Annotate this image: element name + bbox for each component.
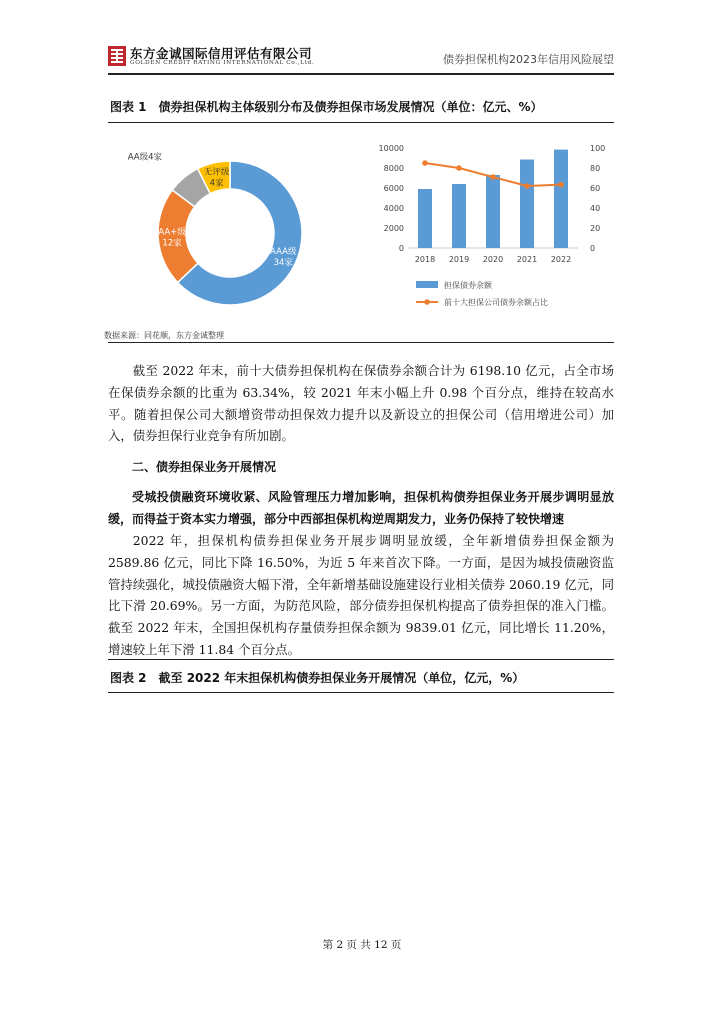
guarantee-balance-combo-chart [368, 138, 608, 318]
donut-slice-count: 34家 [273, 257, 293, 268]
figure1-source: 数据来源：同花顺，东方金诚整理 [104, 331, 224, 340]
top10-share-point [422, 160, 428, 166]
balance-bar [554, 150, 568, 248]
figure2-top-rule [108, 659, 614, 660]
balance-bar [486, 175, 500, 248]
paragraph-lead-summary: 受城投债融资环境收紧、风险管理压力增加影响，担保机构债券担保业务开展步调明显放缓，而得益于资本实力增强，部分中西部担保机构逆周期发力，业务仍保持了较快增速 [108, 490, 614, 526]
figure1-top-rule [108, 122, 614, 123]
donut-slice-label: 无评级 [203, 167, 230, 178]
x-tick-label: 2021 [516, 255, 538, 264]
header-divider [108, 73, 614, 75]
y-left-tick-label: 6000 [383, 184, 404, 193]
y-right-tick-label: 20 [590, 224, 601, 233]
y-left-tick-label: 0 [398, 244, 404, 253]
top10-share-point [456, 165, 462, 171]
figure1-title: 图表 1 债券担保机构主体级别分布及债券担保市场发展情况（单位：亿元、%） [110, 100, 543, 114]
legend-line-marker [424, 299, 430, 305]
donut-slice-label: AAA级 [270, 246, 297, 257]
report-title: 债券担保机构2023年信用风险展望 [443, 53, 614, 66]
company-name-english: GOLDEN CREDIT RATING INTERNATIONAL Co.,Ltd. [130, 60, 315, 66]
balance-bar [452, 184, 466, 248]
top10-share-point [524, 183, 530, 189]
y-left-tick-label: 4000 [383, 204, 404, 213]
rating-distribution-donut-chart [127, 148, 320, 318]
figure1-bottom-rule [108, 342, 614, 343]
donut-slice-label: AA级4家 [127, 152, 163, 163]
y-right-tick-label: 40 [590, 204, 601, 213]
legend-line-label: 前十大担保公司债券余额占比 [444, 298, 548, 307]
page-number: 第 2 页 共 12 页 [322, 939, 402, 951]
x-tick-label: 2018 [414, 255, 436, 264]
x-tick-label: 2019 [448, 255, 470, 264]
donut-slice-count: 12家 [162, 238, 182, 249]
company-name: 东方金诚国际信用评估有限公司 [130, 46, 313, 61]
donut-slice-count: 4家 [209, 178, 224, 189]
y-right-tick-label: 60 [590, 184, 601, 193]
top10-share-point [490, 174, 496, 180]
y-right-tick-label: 80 [590, 164, 601, 173]
paragraph-market-concentration: 截至 2022 年末，前十大债券担保机构在保债券余额合计为 6198.10 亿元，占全市场在保债券余额的比重为 63.34%，较 2021 年末小幅上升 0.98 个百分点，维持在较高水平。随着担保公司大额增资带动担保效力提升以及新设立的担保公司（信用增进公司）加入，债券担保行业竞争有所加剧。 [108, 363, 614, 444]
x-tick-label: 2020 [482, 255, 504, 264]
y-left-tick-label: 10000 [378, 144, 404, 153]
figure2-title: 图表 2 截至 2022 年末担保机构债券担保业务开展情况（单位，亿元，%） [110, 671, 525, 685]
y-left-tick-label: 8000 [383, 164, 404, 173]
legend-bar-label: 担保债券余额 [444, 281, 492, 290]
figure2-bottom-rule [108, 692, 614, 693]
legend-bar-swatch [416, 281, 438, 288]
balance-bar [418, 189, 432, 248]
top10-share-point [558, 182, 564, 188]
company-logo-icon [108, 46, 126, 66]
donut-slice-label: AA+级 [158, 227, 186, 238]
x-tick-label: 2022 [550, 255, 572, 264]
y-right-tick-label: 0 [590, 244, 596, 253]
y-left-tick-label: 2000 [383, 224, 404, 233]
paragraph-business-development: 2022 年，担保机构债券担保业务开展步调明显放缓，全年新增债券担保金额为 2589.86 亿元，同比下降 16.50%，为近 5 年来首次下降。一方面，是因为城投债融资监管持续强化，城投债融资大幅下滑，全年新增基础设施建设行业相关债券 2060.19 亿元，同比下滑 20.69%。另一方面，为防范风险，部分债券担保机构提高了债券担保的准入门槛。截至 2022 年末，全国担保机构存量债券担保余额为 9839.01 亿元，同比增长 11.20%，增速较上年下滑 11.84 个百分点。 [108, 533, 614, 657]
section-heading: 二、债券担保业务开展情况 [132, 460, 277, 474]
balance-bar [520, 160, 534, 249]
y-right-tick-label: 100 [590, 144, 606, 153]
